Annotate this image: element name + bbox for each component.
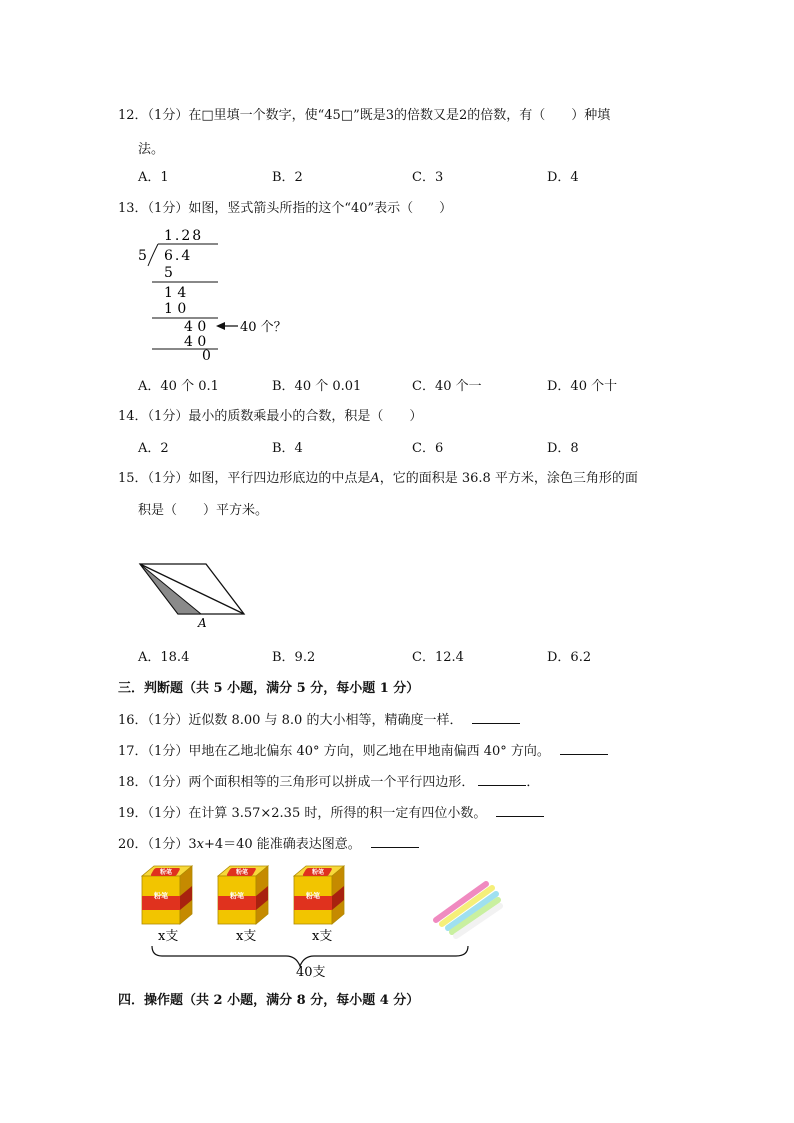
q12-option-c[interactable]: C．3 [412, 170, 444, 185]
long-division-figure [130, 222, 310, 362]
chalk-box-3 [294, 866, 344, 944]
q16-row [118, 709, 520, 728]
chalk-box-3-count: x支 [312, 929, 333, 944]
chalk-box-2 [218, 866, 268, 944]
division-bracket [148, 244, 158, 266]
q15-option-c[interactable]: C．12.4 [412, 650, 464, 665]
q18-row [118, 771, 539, 790]
q18-end: ． [526, 775, 540, 790]
chalk-box-1-top-label: 粉笔 [160, 869, 173, 876]
q16-answer-blank[interactable] [472, 711, 520, 724]
arrow-label: 40 个？ [240, 320, 287, 335]
total-brace [152, 946, 468, 966]
chalk-box-1-count: x支 [158, 929, 179, 944]
chalk-box-2-side-label: 粉笔 [230, 891, 244, 900]
division-row-3: 1 0 [164, 301, 187, 317]
q14-stem: 14．（1分）最小的质数乘最小的合数，积是（ ） [118, 409, 423, 424]
q19-stem: 19．（1分）在计算 3.57×2.35 时，所得的积一定有四位小数。 [118, 806, 487, 821]
q16-stem: 16．（1分）近似数 8.00 与 8.0 的大小相等，精确度一样． [118, 713, 463, 728]
q15-option-b[interactable]: B．9.2 [272, 650, 316, 665]
q13-option-c[interactable]: C．40 个一 [412, 379, 482, 394]
parallelogram-figure [134, 558, 254, 630]
chalk-box-3-top-label: 粉笔 [312, 869, 325, 876]
q18-answer-blank[interactable] [478, 773, 526, 786]
q12-stem-cont: 法。 [138, 142, 165, 157]
q12-stem: 12．（1分）在□里填一个数字，使“45□”既是3的倍数又是2的倍数，有（ ）种填 [118, 108, 611, 123]
q13-option-d[interactable]: D．40 个十 [547, 379, 618, 394]
section-4-heading: 四．操作题（共 2 小题，满分 8 分，每小题 4 分） [118, 993, 420, 1008]
total-count: 40支 [296, 965, 326, 978]
q15-stem [118, 467, 638, 486]
chalk-box-3-side-label: 粉笔 [306, 891, 320, 900]
q15-stem-pre: 15．（1分）如图，平行四边形底边的中点是 [118, 471, 371, 486]
q15-option-d[interactable]: D．6.2 [547, 650, 592, 665]
chalk-sticks-icon [436, 884, 500, 936]
q17-row [118, 740, 608, 759]
chalk-boxes-figure [136, 860, 506, 978]
q19-row [118, 802, 544, 821]
q20-stem-post: +4＝40 能准确表达图意。 [203, 837, 361, 852]
q13-stem: 13．（1分）如图，竖式箭头所指的这个“40”表示（ ） [118, 201, 453, 216]
chalk-box-2-top-label: 粉笔 [236, 869, 249, 876]
q17-answer-blank[interactable] [560, 742, 608, 755]
q13-option-a[interactable]: A．40 个 0.1 [138, 379, 219, 394]
q20-row [118, 833, 419, 852]
division-row-4: 4 0 [184, 319, 207, 335]
midpoint-label: A [198, 616, 207, 630]
q20-answer-blank[interactable] [371, 835, 419, 848]
q15-stem-cont: 积是（ ）平方米。 [138, 503, 269, 518]
q15-stem-var: A [370, 471, 380, 486]
division-dividend: 6.4 [164, 248, 193, 264]
division-row-2: 1 4 [164, 285, 187, 301]
division-row-6: 0 [202, 348, 211, 362]
q14-option-b[interactable]: B．4 [272, 441, 303, 456]
q14-option-a[interactable]: A．2 [138, 441, 169, 456]
q14-option-d[interactable]: D．8 [547, 441, 579, 456]
chalk-box-1 [142, 866, 192, 944]
section-3-heading: 三．判断题（共 5 小题，满分 5 分，每小题 1 分） [118, 681, 420, 696]
q19-answer-blank[interactable] [496, 804, 544, 817]
q14-option-c[interactable]: C．6 [412, 441, 444, 456]
division-row-5: 4 0 [184, 334, 207, 350]
arrow-head-icon [216, 322, 225, 330]
q18-stem: 18．（1分）两个面积相等的三角形可以拼成一个平行四边形． [118, 775, 475, 790]
q13-option-b[interactable]: B．40 个 0.01 [272, 379, 362, 394]
q20-stem-var: x [196, 837, 204, 852]
q20-stem-pre: 20．（1分）3 [118, 837, 197, 852]
q15-stem-post: ，它的面积是 36.8 平方米，涂色三角形的面 [379, 471, 638, 486]
q12-option-b[interactable]: B．2 [272, 170, 303, 185]
chalk-box-2-count: x支 [236, 929, 257, 944]
chalk-box-1-side-label: 粉笔 [154, 891, 168, 900]
division-quotient: 1.28 [164, 228, 204, 244]
q17-stem: 17．（1分）甲地在乙地北偏东 40° 方向，则乙地在甲地南偏西 40° 方向。 [118, 744, 550, 759]
q15-option-a[interactable]: A．18.4 [138, 650, 190, 665]
q12-option-a[interactable]: A．1 [138, 170, 169, 185]
division-divisor: 5 [138, 248, 147, 264]
q12-option-d[interactable]: D．4 [547, 170, 579, 185]
division-row-1: 5 [164, 265, 173, 281]
